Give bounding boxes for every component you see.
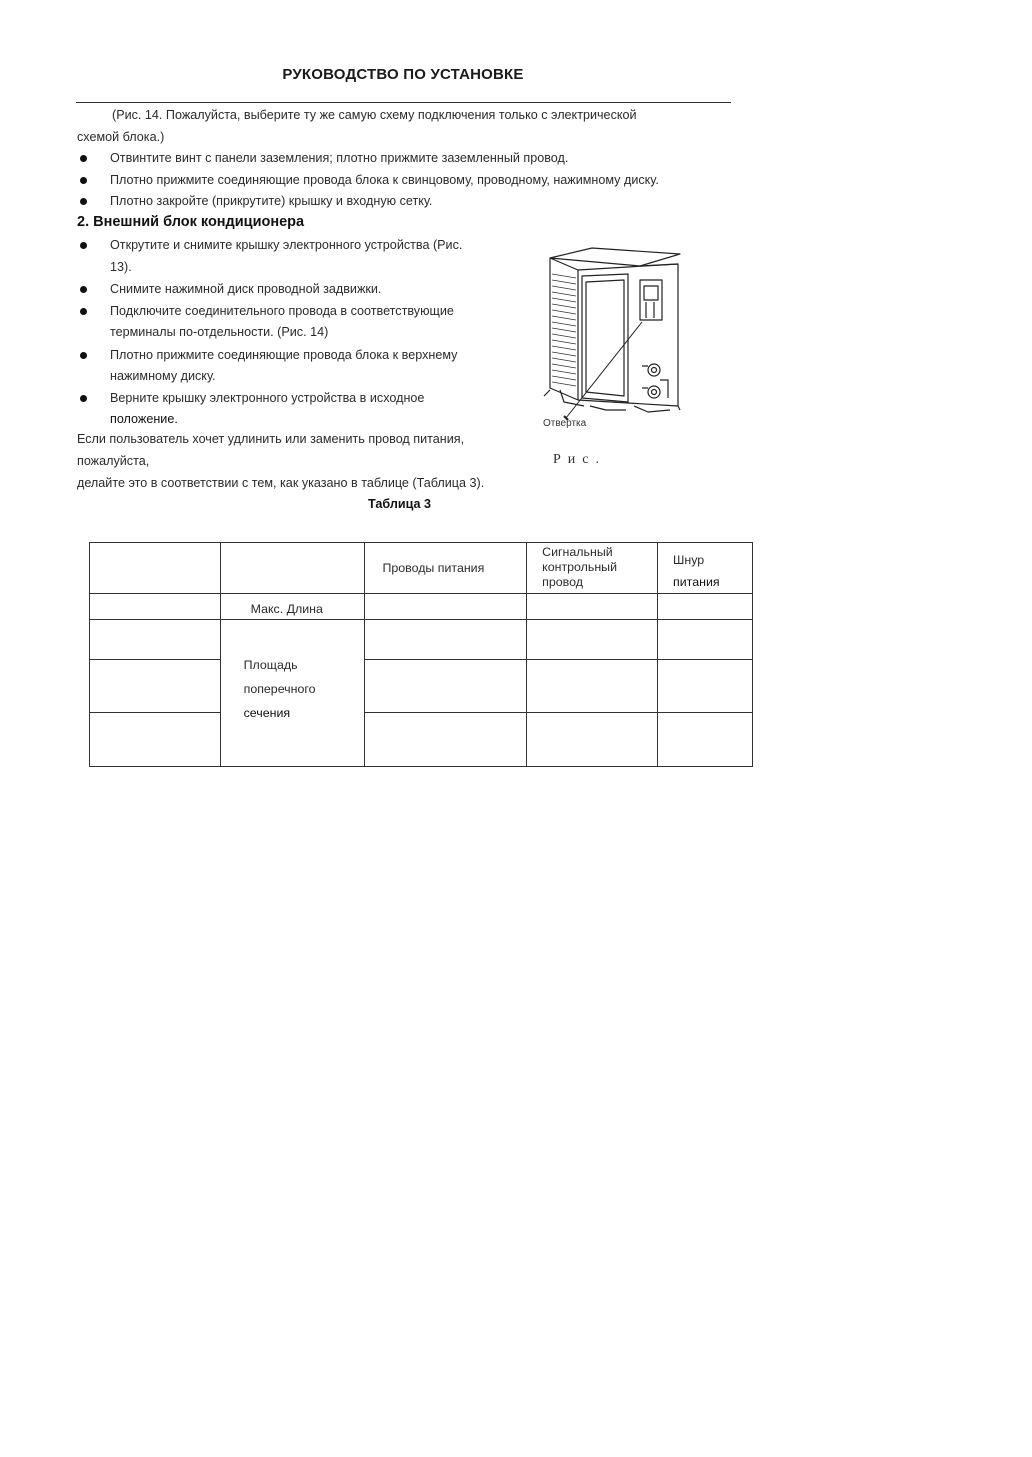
table-row xyxy=(90,713,753,767)
table-cell xyxy=(90,660,221,713)
bullet-icon xyxy=(80,395,87,402)
table-header-cord xyxy=(658,543,753,594)
table-cell xyxy=(527,594,658,620)
list-item: Плотно закройте (прикрутите) крышку и входную сетку. xyxy=(110,194,433,208)
header-signal-line-1: Сигнальный xyxy=(542,545,613,559)
bullet-icon xyxy=(80,286,87,293)
table-header-power xyxy=(365,543,527,594)
table-cell xyxy=(658,594,753,620)
bullet-icon xyxy=(80,352,87,359)
list-item: Плотно прижмите соединяющие провода блока к свинцовому, проводному, нажимному диску. xyxy=(110,173,659,187)
table-cell xyxy=(658,660,753,713)
table-cell xyxy=(527,620,658,660)
cable-spec-table xyxy=(89,542,753,767)
list-item: Открутите и снимите крышку электронного устройства (Рис. xyxy=(110,238,463,252)
list-item-continued: терминалы по-отдельности. (Рис. 14) xyxy=(110,325,329,339)
closing-line-3: делайте это в соответствии с тем, как указано в таблице (Таблица 3). xyxy=(77,476,485,490)
table-cell xyxy=(527,713,658,767)
closing-line-1: Если пользователь хочет удлинить или заменить провод питания, xyxy=(77,432,465,446)
table-row xyxy=(90,594,753,620)
table-cell xyxy=(220,543,365,594)
list-item-continued: 13). xyxy=(110,260,132,274)
list-item-continued: нажимному диску. xyxy=(110,369,216,383)
table-cell xyxy=(365,594,527,620)
table-row xyxy=(90,620,753,660)
section-heading: 2. Внешний блок кондиционера xyxy=(77,214,305,230)
list-item: Снимите нажимной диск проводной задвижки. xyxy=(110,282,382,296)
figure-caption: Отвертка xyxy=(543,418,587,429)
intro-line-2: схемой блока.) xyxy=(77,130,165,144)
table-row xyxy=(90,660,753,713)
header-signal-line-3: провод xyxy=(542,575,583,589)
table-cell xyxy=(90,594,221,620)
row-maxlen-label: Макс. Длина xyxy=(250,601,323,616)
table-cell xyxy=(658,620,753,660)
list-item: Подключите соединительного провода в соответствующие xyxy=(110,304,454,318)
table-caption: Таблица 3 xyxy=(368,497,431,511)
bullet-icon xyxy=(80,198,87,205)
table-row-label-maxlen xyxy=(220,594,365,620)
table-cell xyxy=(90,713,221,767)
table-cell xyxy=(527,660,658,713)
header-cord-line-2: питания xyxy=(673,575,720,589)
bullet-icon xyxy=(80,177,87,184)
table-row-label-area xyxy=(220,620,365,767)
table-header-signal xyxy=(527,543,658,594)
list-item: Верните крышку электронного устройства в исходное xyxy=(110,391,425,405)
table-cell xyxy=(90,543,221,594)
row-area-line-3: сечения xyxy=(243,706,291,720)
header-signal-line-2: контрольный xyxy=(542,560,618,574)
table-cell xyxy=(90,620,221,660)
table-cell xyxy=(365,713,527,767)
table-cell xyxy=(365,660,527,713)
table-row xyxy=(90,543,753,594)
header-power-label: Проводы питания xyxy=(382,561,485,575)
table-cell xyxy=(658,713,753,767)
header-rule xyxy=(76,102,731,103)
bullet-icon xyxy=(80,242,87,249)
row-area-line-2: поперечного xyxy=(243,682,316,696)
list-item: Отвинтите винт с панели заземления; плотно прижмите заземленный провод. xyxy=(110,151,569,165)
page-title: РУКОВОДСТВО ПО УСТАНОВКЕ xyxy=(282,66,524,83)
list-item-continued: положение. xyxy=(110,412,178,426)
list-item: Плотно прижмите соединяющие провода блока к верхнему xyxy=(110,348,458,362)
bullet-icon xyxy=(80,308,87,315)
bullet-icon xyxy=(80,155,87,162)
header-cord-line-1: Шнур xyxy=(673,553,705,567)
table-cell xyxy=(365,620,527,660)
figure-label: Рис. xyxy=(553,452,606,467)
row-area-line-1: Площадь xyxy=(243,658,298,672)
outdoor-unit-illustration xyxy=(530,240,690,430)
closing-line-2: пожалуйста, xyxy=(77,454,150,468)
intro-line-1: (Рис. 14. Пожалуйста, выберите ту же самую схему подключения только с электрической xyxy=(112,108,637,122)
